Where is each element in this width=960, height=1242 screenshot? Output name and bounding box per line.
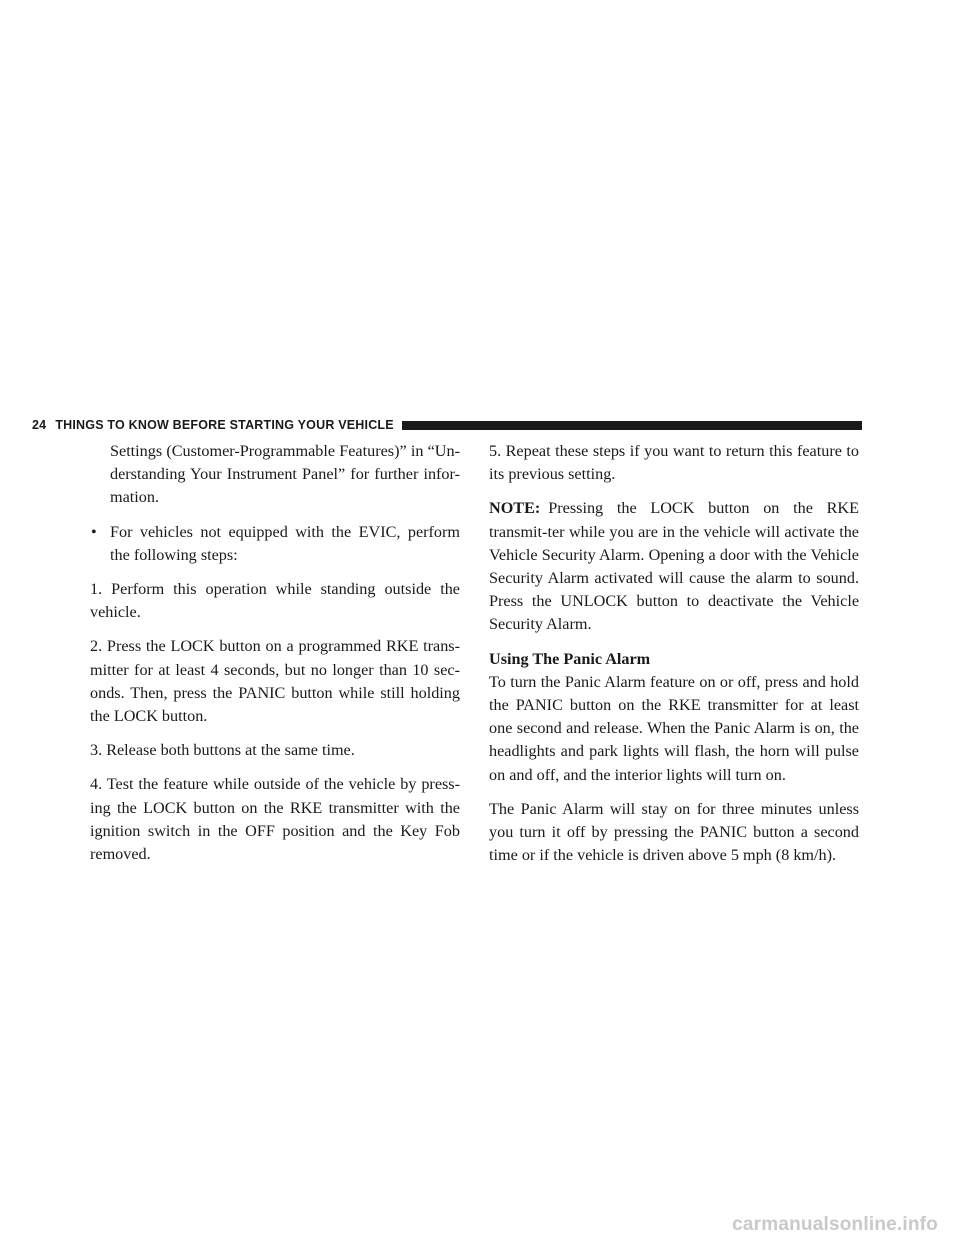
section-heading: Using The Panic Alarm [489,649,651,668]
note-text: Pressing the LOCK button on the RKE transmit-ter while you are in the vehicle will activate the Vehicle Security Alarm. Opening a door with the Vehicle Security Alarm activated will cause the alarm to sound. Press the UNLOCK button to deactivate the Vehicle Security Alarm. [489,499,859,634]
step-2: 2. Press the LOCK button on a programmed RKE trans-mitter for at least 4 seconds, but no longer than 10 sec-onds. Then, press the PANIC button while still holding the LOCK button. [90,637,460,726]
page-number: 24 [32,418,47,432]
bullet-text: For vehicles not equipped with the EVIC, perform the following steps: [110,522,460,564]
continued-paragraph: Settings (Customer-Programmable Features)” in “Un-derstanding Your Instrument Panel” for further infor-mation. [110,442,460,507]
panic-paragraph-1: To turn the Panic Alarm feature on or off, press and hold the PANIC button on the RKE transmitter for at least one second and release. When the Panic Alarm is on, the headlights and park lights will flash, the horn will pulse on and off, and the interior lights will turn on. [489,672,859,784]
watermark-text: carmanualsonline.info [732,1214,938,1235]
page-header [32,417,862,433]
step-1: 1. Perform this operation while standing outside the vehicle. [90,580,460,622]
right-column [489,440,859,878]
bullet-item [90,521,460,567]
left-column [90,440,460,877]
step-3: 3. Release both buttons at the same time. [90,741,355,760]
note-paragraph [489,497,859,636]
header-rule [402,421,862,430]
section-title: THINGS TO KNOW BEFORE STARTING YOUR VEHICLE [55,418,394,432]
step-4: 4. Test the feature while outside of the vehicle by press-ing the LOCK button on the RKE transmitter with the ignition switch in the OFF position and the Key Fob removed. [90,775,460,864]
note-label: NOTE: [489,499,541,518]
step-5: 5. Repeat these steps if you want to return this feature to its previous setting. [489,442,859,484]
panic-paragraph-2: The Panic Alarm will stay on for three minutes unless you turn it off by pressing the PANIC button a second time or if the vehicle is driven above 5 mph (8 km/h). [489,799,859,865]
bullet-icon: • [91,522,97,541]
